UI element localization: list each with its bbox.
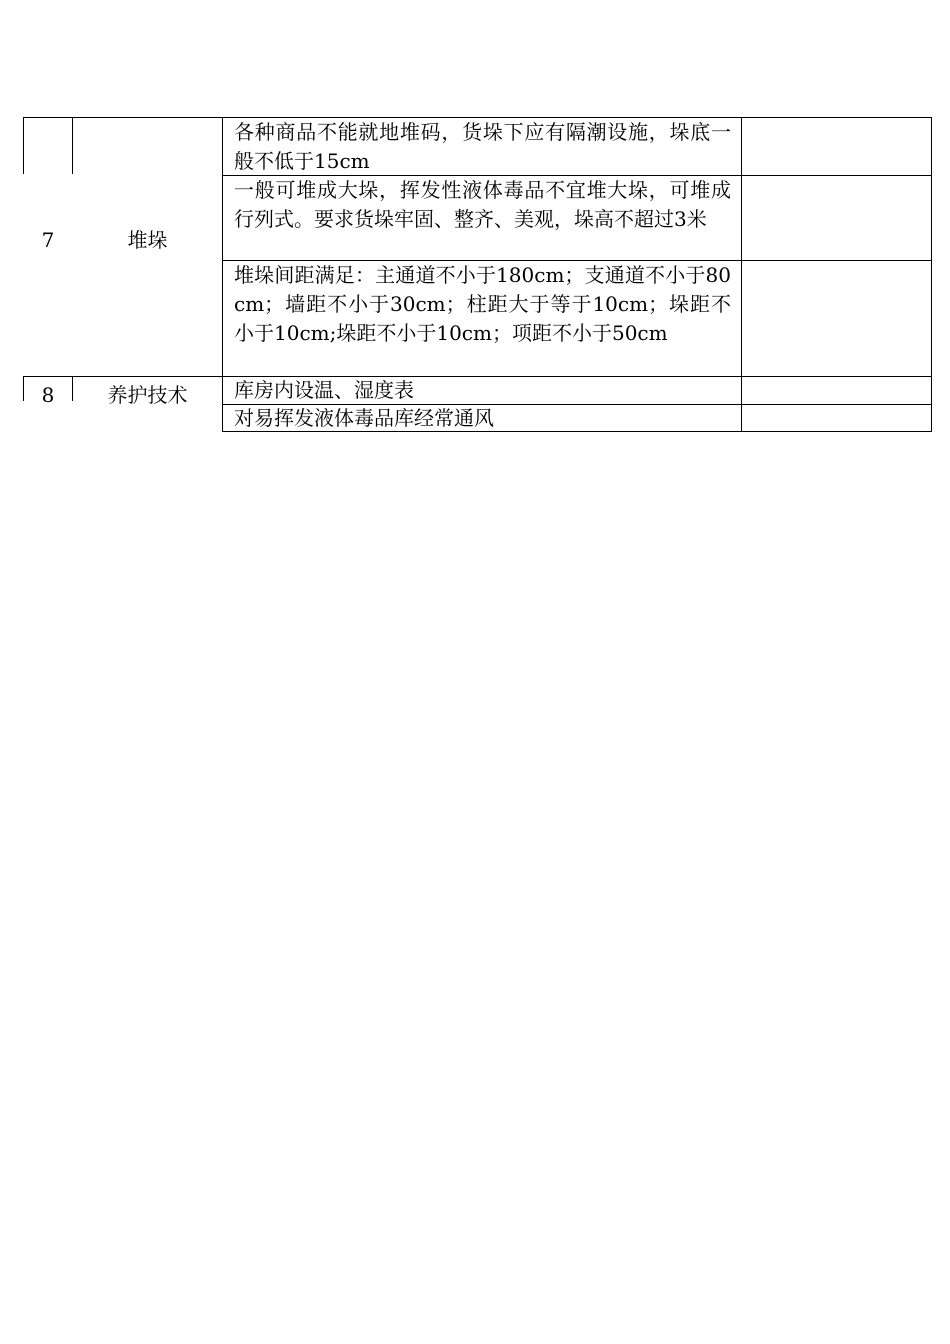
requirement-moisture-barrier: 各种商品不能就地堆码，货垛下应有隔潮设施，垛底一般不低于15cm	[234, 120, 731, 173]
requirement-large-stacks: 一般可堆成大垛，挥发性液体毒品不宜堆大垛，可堆成行列式。要求货垛牢固、整齐、美观，垛高不超过3米	[234, 178, 731, 231]
requirement-ventilation: 对易挥发液体毒品库经常通风	[234, 406, 494, 430]
requirement-temperature-humidity: 库房内设温、湿度表	[234, 378, 414, 402]
row-number-8: 8	[41, 383, 55, 407]
table-border-right	[931, 117, 932, 432]
column-divider-number-top	[72, 117, 73, 174]
row-number-7: 7	[41, 228, 55, 252]
column-divider-requirement	[741, 117, 742, 432]
table-border-left-top	[23, 117, 24, 174]
row-item-maintenance: 养护技术	[107, 383, 188, 407]
column-divider-item	[222, 117, 223, 432]
row-item-stacking: 堆垛	[127, 228, 168, 252]
requirement-stack-spacing: 堆垛间距满足：主通道不小于180cm；支通道不小于80cm；墙距不小于30cm；柱距大于等于10cm；垛距不小于10cm;垛距不小于10cm；项距不小于50cm	[234, 263, 731, 345]
